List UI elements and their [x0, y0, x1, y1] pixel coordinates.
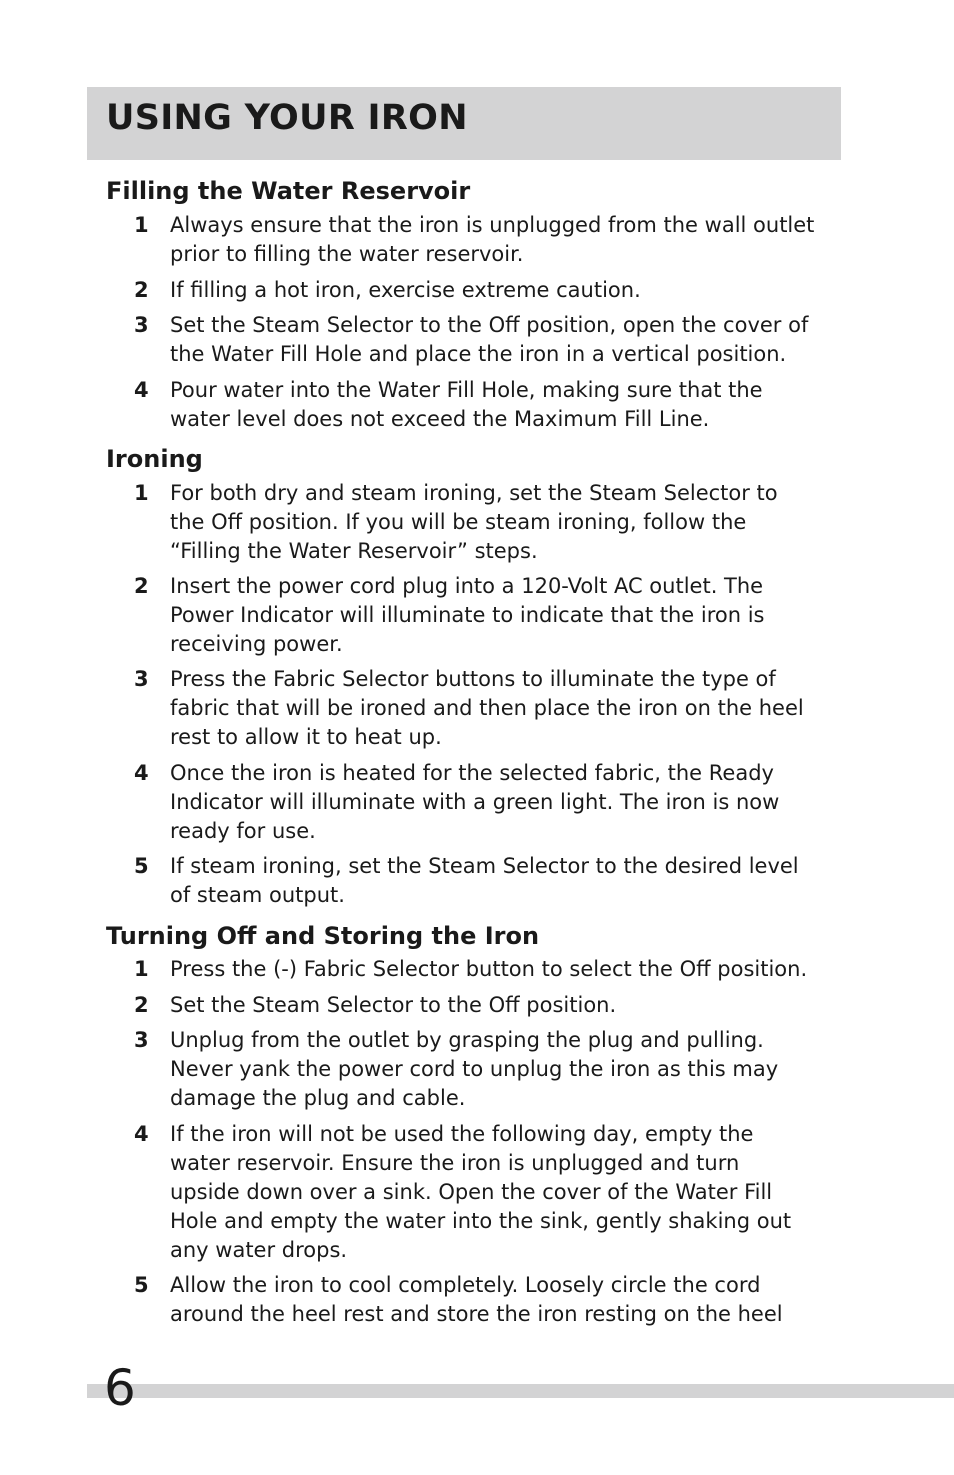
step-text: Allow the iron to cool completely. Loosely circle the cord around the heel rest and store the iron resting on the heel — [170, 1273, 783, 1326]
step-text: Always ensure that the iron is unplugged from the wall outlet prior to filling the water reservoir. — [170, 213, 815, 266]
step-number: 1 — [134, 213, 149, 237]
section-heading-ironing: Ironing — [106, 445, 203, 473]
step-text: Once the iron is heated for the selected fabric, the Ready Indicator will illuminate with a green light. The iron is now ready for use. — [170, 761, 780, 843]
step-text: Unplug from the outlet by grasping the plug and pulling. Never yank the power cord to unplug the iron as this may damage the plug and cable. — [170, 1028, 779, 1110]
step-text: Press the Fabric Selector buttons to illuminate the type of fabric that will be ironed and then place the iron on the heel rest to allow it to heat up. — [170, 667, 804, 749]
step-number: 4 — [134, 761, 149, 785]
step-number: 2 — [134, 574, 149, 598]
step-text: If filling a hot iron, exercise extreme caution. — [170, 278, 641, 302]
step-number: 3 — [134, 667, 149, 691]
step-number: 5 — [134, 854, 149, 878]
page-title: USING YOUR IRON — [106, 98, 468, 138]
step-number: 2 — [134, 278, 149, 302]
step-text: If the iron will not be used the following day, empty the water reservoir. Ensure the iron is unplugged and turn upside down over a sink. Open the cover of the Water Fill Hole and empty the water into the sink, gently shaking out any water drops. — [170, 1122, 792, 1262]
step-text: For both dry and steam ironing, set the Steam Selector to the Off position. If you will be steam ironing, follow the “Filling the Water Reservoir” steps. — [170, 481, 778, 563]
step-number: 2 — [134, 993, 149, 1017]
step-number: 4 — [134, 378, 149, 402]
step-text: Insert the power cord plug into a 120-Volt AC outlet. The Power Indicator will illuminate to indicate that the iron is receiving power. — [170, 574, 765, 656]
step-text: Pour water into the Water Fill Hole, making sure that the water level does not exceed the Maximum Fill Line. — [170, 378, 763, 431]
step-number: 1 — [134, 957, 149, 981]
step-number: 4 — [134, 1122, 149, 1146]
section-heading-storing: Turning Off and Storing the Iron — [106, 922, 540, 950]
footer-bar — [87, 1384, 954, 1398]
step-text: Set the Steam Selector to the Off position. — [170, 993, 617, 1017]
step-number: 1 — [134, 481, 149, 505]
step-text: Set the Steam Selector to the Off position, open the cover of the Water Fill Hole and place the iron in a vertical position. — [170, 313, 809, 366]
step-number: 5 — [134, 1273, 149, 1297]
step-number: 3 — [134, 313, 149, 337]
page-number: 6 — [104, 1359, 136, 1417]
step-text: Press the (-) Fabric Selector button to select the Off position. — [170, 957, 808, 981]
title-banner — [87, 87, 841, 160]
step-number: 3 — [134, 1028, 149, 1052]
step-text: If steam ironing, set the Steam Selector to the desired level of steam output. — [170, 854, 799, 907]
section-heading-filling: Filling the Water Reservoir — [106, 177, 471, 205]
